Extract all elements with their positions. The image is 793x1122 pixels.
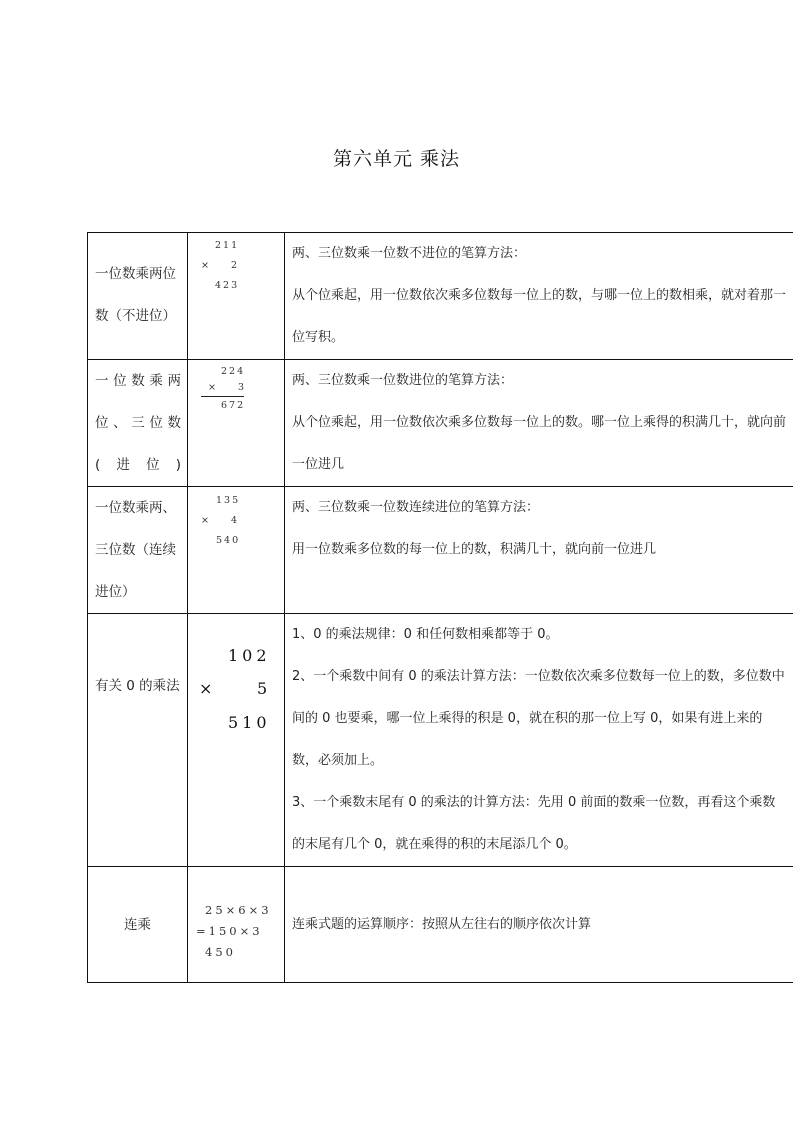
description xyxy=(285,915,793,935)
calc-expression: 25×6×3 xyxy=(205,903,272,917)
calc-times-sign: × xyxy=(199,679,217,698)
topic-cell xyxy=(88,867,188,983)
topic-cell xyxy=(88,233,188,360)
table-row xyxy=(88,360,793,487)
table-row xyxy=(88,867,793,983)
calc-cell xyxy=(188,360,285,487)
description xyxy=(285,360,793,486)
calc-multiplier: × 3 xyxy=(208,382,247,393)
page-title: 第六单元 乘法 xyxy=(332,148,461,170)
description-cell xyxy=(285,233,793,360)
calc-product: 672 xyxy=(221,400,246,411)
description-heading: 两、三位数乘一位数不进位的笔算方法： xyxy=(292,246,527,261)
calc-multiplicand: 102 xyxy=(228,646,271,665)
calc-product: 423 xyxy=(215,280,240,291)
description-body: 用一位数乘多位数的每一位上的数，积满几十，就向前一位进几 xyxy=(292,542,657,557)
calc-underline xyxy=(201,396,244,397)
calc-multiplier: × 2 xyxy=(201,260,240,271)
description xyxy=(285,614,793,866)
description-cell xyxy=(285,867,793,983)
calc-cell xyxy=(188,614,285,867)
table-row xyxy=(88,233,793,360)
description xyxy=(285,233,793,359)
calc-cell xyxy=(188,233,285,360)
description-cell xyxy=(285,487,793,614)
calc-cell xyxy=(188,487,285,614)
rule-zero-end: 3、一个乘数末尾有 0 的乘法的计算方法：先用 0 前面的数乘一位数，再看这个乘数的末尾有几个 0，就在乘得的积的末尾添几个 0。 xyxy=(292,795,776,852)
description-cell xyxy=(285,614,793,867)
rule-zero-multiplication: 1、0 的乘法规律：0 和任何数相乘都等于 0。 xyxy=(292,627,559,642)
table-row xyxy=(88,487,793,614)
calc-multiplier: × 4 xyxy=(201,515,240,526)
calc-step: =150×3 xyxy=(196,924,263,938)
description-heading: 两、三位数乘一位数进位的笔算方法： xyxy=(292,373,514,388)
topic-label: 一位数乘两位数（不进位） xyxy=(95,266,176,324)
topic-cell xyxy=(88,360,188,487)
calc-result: 450 xyxy=(205,945,236,959)
description-heading: 两、三位数乘一位数连续进位的笔算方法： xyxy=(292,500,540,515)
description-body: 连乘式题的运算顺序：按照从左往右的顺序依次计算 xyxy=(292,916,592,932)
calc-multiplicand: 135 xyxy=(216,495,241,506)
calc-product: 510 xyxy=(228,713,271,732)
calc-multiplicand: 224 xyxy=(221,366,246,377)
topic-label: 连乘 xyxy=(124,916,151,933)
topic-label: 一位数乘两、三位数（连续进位） xyxy=(95,500,176,600)
table-row xyxy=(88,614,793,867)
topic-label: 有关 0 的乘法 xyxy=(95,678,180,694)
topic-label: 一位数乘两位、三位数(进位) xyxy=(95,373,181,473)
description-cell xyxy=(285,360,793,487)
description-body: 从个位乘起，用一位数依次乘多位数每一位上的数。哪一位上乘得的积满几十，就向前一位进几 xyxy=(292,415,787,472)
calc-multiplier: 5 xyxy=(257,679,272,698)
calc-product: 540 xyxy=(216,535,241,546)
description-body: 从个位乘起，用一位数依次乘多位数每一位上的数，与哪一位上的数相乘，就对着那一位写积。 xyxy=(292,288,787,345)
rule-zero-middle: 2、一个乘数中间有 0 的乘法计算方法：一位数依次乘多位数每一位上的数，多位数中间的 0 也要乘，哪一位上乘得的积是 0，就在积的那一位上写 0，如果有进上来的数，必须加上。 xyxy=(292,669,785,768)
topic-cell xyxy=(88,614,188,867)
calc-cell xyxy=(188,867,285,983)
calc-multiplicand: 211 xyxy=(215,240,240,251)
description xyxy=(285,487,793,571)
summary-table xyxy=(87,232,793,983)
topic-cell xyxy=(88,487,188,614)
